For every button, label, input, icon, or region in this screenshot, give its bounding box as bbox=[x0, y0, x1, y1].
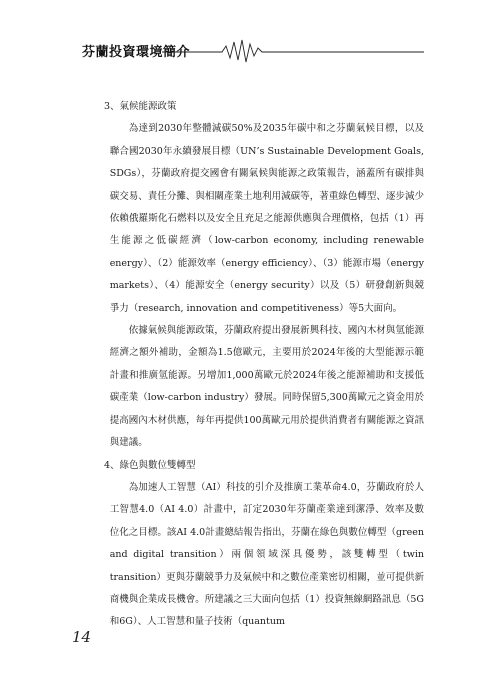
paragraph-energy-subsidies: 依據氣候與能源政策，芬蘭政府提出發展新興科技、國內木材與氫能源經濟之額外補助，金額為1.5億歐元，主要用於2024年後的大型能源示範計畫和推廣氫能源。另增加1,000萬歐元於2024年後之能源補助和支援低碳產業（low-carbon industry）發展。同時保留5,300萬歐元之資金用於提高國內木材供應，每年再提供100萬歐元用於提供消費者有關能源之資訊與建議。 bbox=[109, 325, 424, 449]
section-heading-climate-energy: 3、氣候能源政策 bbox=[104, 101, 177, 112]
header-zigzag-line bbox=[162, 36, 424, 64]
header-title: 芬蘭投資環境簡介 bbox=[82, 45, 191, 60]
paragraph-ai-program: 為加速人工智慧（AI）科技的引介及推廣工業革命4.0，芬蘭政府於人工智慧4.0（AI 4.0）計畫中，訂定2030年芬蘭產業達到潔淨、效率及數位化之目標。該AI 4.0計畫總結報告指出，芬蘭在綠色與數位轉型（green and digital transition）兩個領域深具優勢，該雙轉型（twin transition）更與芬蘭競爭力及氣候中和之數位產業密切相關，並可提供新商機與企業成長機會。所建議之三大面向包括（1）投資無線網路訊息（5G和6G）、人工智慧和量子技術（quantum bbox=[109, 481, 424, 628]
running-header bbox=[82, 36, 422, 64]
section-heading-twin-transition: 4、綠色與數位雙轉型 bbox=[104, 459, 196, 471]
paragraph-climate-policy-report: 為達到2030年整體減碳50%及2035年碳中和之芬蘭氣候目標，以及聯合國2030年永續發展目標（UN’s Sustainable Development Goals, SDGs），芬蘭政府提交國會有關氣候與能源之政策報告，涵蓋所有碳排與碳交易、責任分攤、與相關產業土地利用減碳等，著重綠色轉型、逐步減少依賴俄羅斯化石燃料以及安全且充足之能源供應與合理價格，包括（1）再生能源之低碳經濟（low-carbon economy, including renewable energy）、（2）能源效率（energy efficiency）、（3）能源市場（energy markets）、（4）能源安全（energy security）以及（5）研發創新與競爭力（research, innovation and competitiveness）等5大面向。 bbox=[109, 123, 424, 314]
page-content bbox=[104, 96, 424, 634]
page-number: 14 bbox=[72, 628, 92, 646]
